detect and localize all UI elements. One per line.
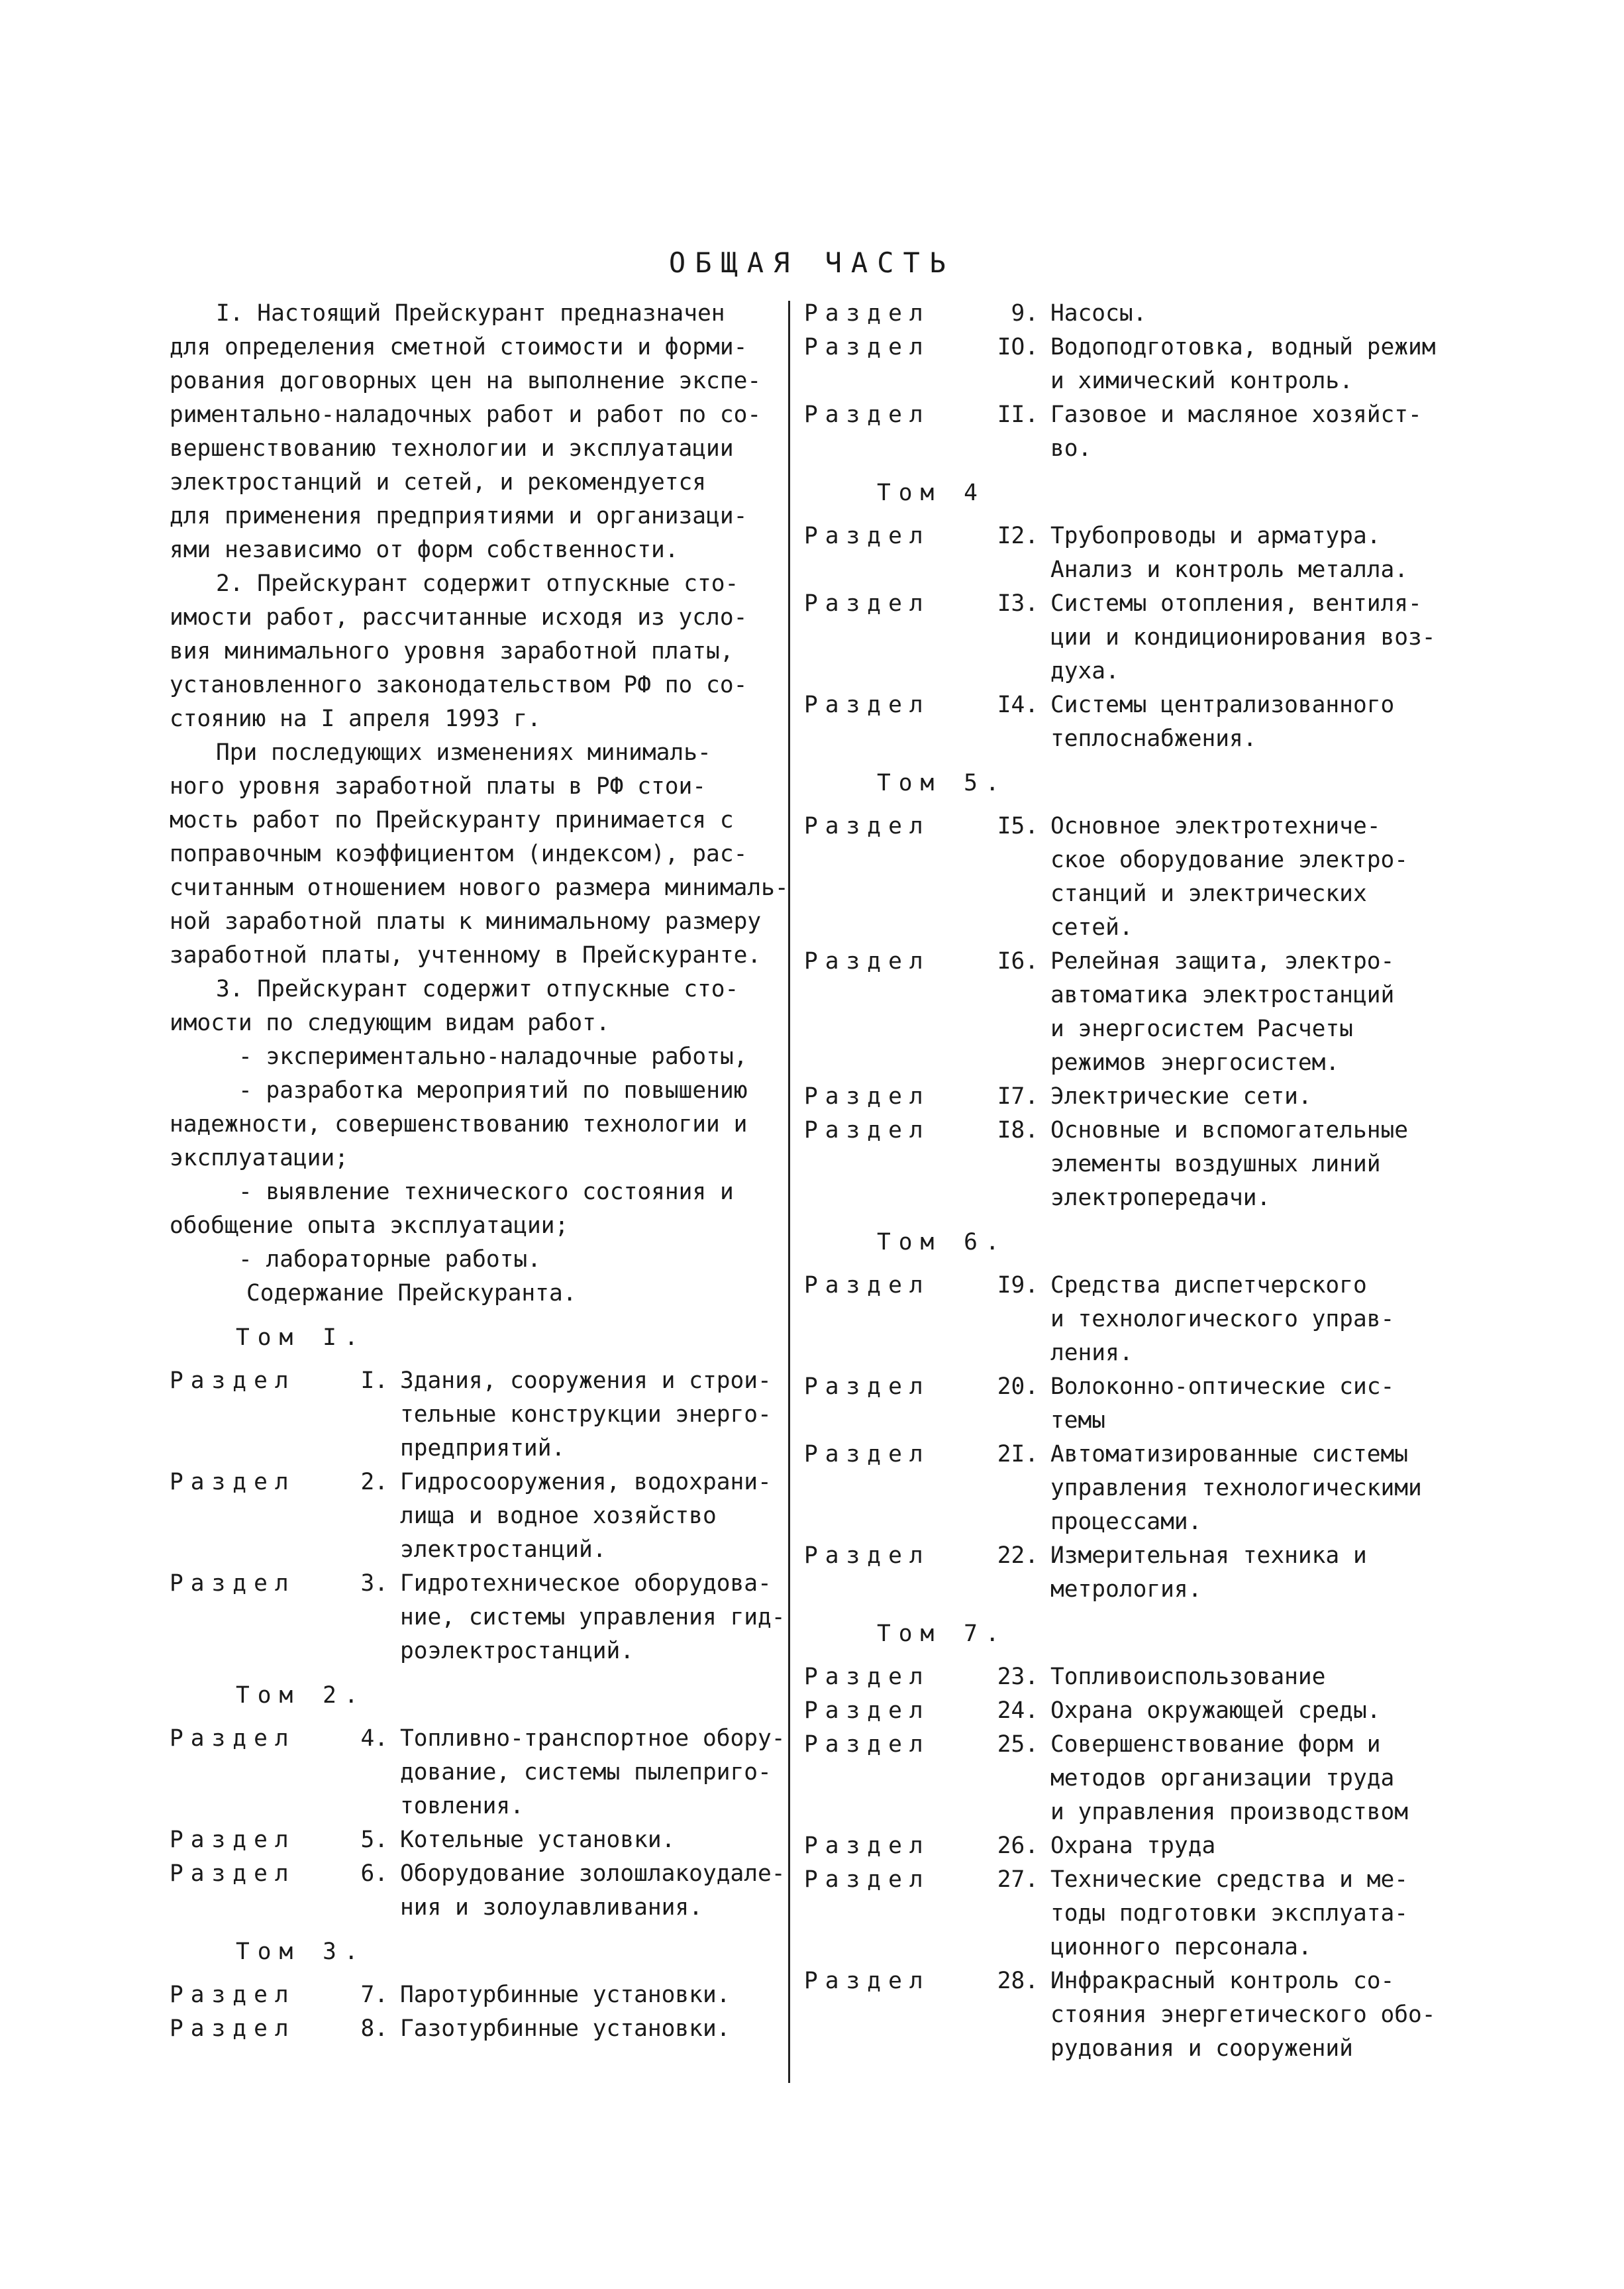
text-line: рования договорных цен на выполнение экспе- (170, 368, 762, 394)
section-label: Раздел (804, 1968, 931, 1994)
section-title (1050, 1539, 1466, 1607)
text-line: ния и золоулавливания. (400, 1894, 703, 1921)
section-entry (804, 945, 1466, 1080)
section-entry (804, 519, 1466, 587)
text-line: установленного законодательством РФ по со- (170, 672, 748, 698)
column-divider (788, 301, 790, 2083)
section-label: Раздел (804, 1664, 931, 1690)
text-line: Топливоиспользование (1050, 1664, 1326, 1690)
text-line: дование, системы пылеприго- (400, 1759, 772, 1785)
text-line: Гидросооружения, водохрани- (400, 1469, 772, 1495)
section-number: 20. (997, 1373, 1039, 1400)
volume-heading: Том 2. (236, 1682, 366, 1709)
text-line: Охрана труда (1050, 1833, 1216, 1859)
text-line: Водоподготовка, водный режим (1050, 334, 1436, 360)
text-line: ями независимо от форм собственности. (170, 537, 679, 563)
section-title (1050, 1829, 1466, 1863)
section-number: 23. (997, 1664, 1039, 1690)
section-label: Раздел (804, 1833, 931, 1859)
section-entry (804, 1269, 1466, 1370)
section-number: I6. (997, 948, 1039, 975)
section-entry (804, 1964, 1466, 2066)
left-column (170, 297, 789, 2046)
work-types-list (170, 1040, 786, 1277)
section-title (400, 1567, 786, 1668)
section-label: Раздел (804, 1542, 931, 1569)
text-line: Основные и вспомогательные (1050, 1117, 1409, 1144)
section-entry (804, 1114, 1466, 1215)
paragraph-3 (170, 736, 789, 973)
section-label: Раздел (804, 692, 931, 718)
section-entry (804, 1694, 1466, 1728)
text-line: Охрана окружающей среды. (1050, 1697, 1381, 1724)
text-line: Газовое и масляное хозяйст- (1050, 401, 1422, 428)
volume-heading: Том 6. (877, 1229, 1007, 1255)
text-line: метрология. (1050, 1576, 1202, 1603)
section-entry (804, 1438, 1466, 1539)
text-line: сетей. (1050, 914, 1133, 941)
right-column (804, 297, 1466, 2066)
section-title (1050, 1370, 1466, 1438)
section-entry (804, 297, 1466, 331)
section-label: Раздел (170, 2015, 296, 2042)
section-number: 8. (360, 2015, 388, 2042)
volume-heading: Том I. (236, 1324, 366, 1351)
text-line: ции и кондиционирования воз- (1050, 624, 1436, 651)
section-number: I2. (997, 523, 1039, 549)
section-number: 4. (360, 1725, 388, 1752)
text-line: предприятий. (400, 1435, 566, 1462)
text-line: Автоматизированные системы (1050, 1441, 1409, 1467)
text-line: тоды подготовки эксплуата- (1050, 1900, 1409, 1927)
section-entry (170, 1722, 786, 1823)
section-label: Раздел (170, 1469, 296, 1495)
text-line: Насосы. (1050, 300, 1147, 327)
text-line: ления. (1050, 1340, 1133, 1366)
text-line: Измерительная техника и (1050, 1542, 1367, 1569)
text-line: процессами. (1050, 1509, 1202, 1535)
text-line: надежности, совершенствованию технологии и (170, 1111, 748, 1138)
text-line: Газотурбинные установки. (400, 2015, 731, 2042)
text-line: имости работ, рассчитанные исходя из усло- (170, 604, 748, 631)
section-title (1050, 587, 1466, 688)
section-number: 27. (997, 1866, 1039, 1893)
text-line: для определения сметной стоимости и форми- (170, 334, 748, 360)
section-label: Раздел (804, 1441, 931, 1467)
text-line: имости по следующим видам работ. (170, 1010, 610, 1036)
text-line: темы (1050, 1407, 1106, 1434)
section-label: Раздел (804, 948, 931, 975)
volume-heading: Том 7. (877, 1621, 1007, 1647)
section-entry (804, 1370, 1466, 1438)
text-line: мость работ по Прейскуранту принимается с (170, 807, 734, 833)
section-title (1050, 1438, 1466, 1539)
text-line: станций и электрических (1050, 880, 1367, 907)
text-line: риментально-наладочных работ и работ по со- (170, 401, 762, 428)
text-line: Котельные установки. (400, 1827, 676, 1853)
text-line: Средства диспетчерского (1050, 1272, 1367, 1299)
section-label: Раздел (804, 300, 931, 327)
section-number: 25. (997, 1731, 1039, 1758)
section-label: Раздел (170, 1367, 296, 1394)
section-label: Раздел (804, 1697, 931, 1724)
section-title (400, 1364, 786, 1465)
section-title (1050, 331, 1466, 398)
text-line: электропередачи. (1050, 1185, 1271, 1211)
section-label: Раздел (804, 523, 931, 549)
section-number: IO. (997, 334, 1039, 360)
section-number: 26. (997, 1833, 1039, 1859)
text-line: обобщение опыта эксплуатации; (170, 1212, 569, 1239)
text-line: Основное электротехниче- (1050, 813, 1381, 839)
section-number: I5. (997, 813, 1039, 839)
section-title (1050, 810, 1466, 945)
section-entry (804, 1863, 1466, 1964)
text-line: стоянию на I апреля 1993 г. (170, 706, 541, 732)
toc-left (170, 1321, 786, 2046)
text-line: лища и водное хозяйство (400, 1503, 717, 1529)
section-number: I. (360, 1367, 388, 1394)
section-title (400, 1465, 786, 1567)
section-number: I4. (997, 692, 1039, 718)
text-line: Волоконно-оптические сис- (1050, 1373, 1395, 1400)
section-entry (804, 810, 1466, 945)
text-line: и технологического управ- (1050, 1306, 1395, 1332)
text-line: - лабораторные работы. (238, 1246, 541, 1273)
section-title (1050, 1863, 1466, 1964)
section-number: 2. (360, 1469, 388, 1495)
text-line: вершенствованию технологии и эксплуатации (170, 435, 734, 462)
section-label: Раздел (804, 590, 931, 617)
text-line: заработной платы, учтенному в Прейскуранте. (170, 942, 762, 969)
text-line: 3. Прейскурант содержит отпускные сто- (216, 976, 739, 1002)
section-number: 5. (360, 1827, 388, 1853)
section-number: 22. (997, 1542, 1039, 1569)
text-line: - выявление технического состояния и (238, 1179, 734, 1205)
section-title (1050, 688, 1466, 756)
text-line: Релейная защита, электро- (1050, 948, 1395, 975)
text-line: и энергосистем Расчеты (1050, 1016, 1353, 1042)
text-line: - экспериментально-наладочные работы, (238, 1043, 748, 1070)
text-line: рудования и сооружений (1050, 2035, 1353, 2062)
section-title (1050, 1080, 1466, 1114)
section-entry (804, 1080, 1466, 1114)
paragraph-2 (170, 567, 786, 736)
text-line: ного уровня заработной платы в РФ стои- (170, 773, 707, 800)
text-line: роэлектростанций. (400, 1638, 634, 1664)
section-label: Раздел (170, 1982, 296, 2008)
section-title (1050, 1660, 1466, 1694)
text-line: ционного персонала. (1050, 1934, 1312, 1960)
text-line: режимов энергосистем. (1050, 1049, 1340, 1076)
text-line: духа. (1050, 658, 1119, 684)
text-line: I. Настоящий Прейскурант предназначен (216, 300, 725, 327)
section-label: Раздел (804, 1083, 931, 1110)
text-line: Электрические сети. (1050, 1083, 1312, 1110)
text-line: тельные конструкции энерго- (400, 1401, 772, 1428)
section-label: Раздел (804, 334, 931, 360)
text-line: электростанций и сетей, и рекомендуется (170, 469, 707, 496)
section-number: I7. (997, 1083, 1039, 1110)
text-line: Технические средства и ме- (1050, 1866, 1409, 1893)
section-label: Раздел (804, 1272, 931, 1299)
section-entry (170, 1857, 786, 1925)
text-line: ние, системы управления гид- (400, 1604, 786, 1630)
text-line: товления. (400, 1793, 524, 1819)
section-label: Раздел (170, 1827, 296, 1853)
section-title (1050, 519, 1466, 587)
section-title (400, 1823, 786, 1857)
text-line: Гидротехническое оборудова- (400, 1570, 772, 1597)
section-title (1050, 1728, 1466, 1829)
section-entry (170, 1823, 786, 1857)
paragraph-1 (170, 297, 786, 567)
volume-heading: Том 3. (236, 1939, 366, 1965)
section-title (1050, 945, 1466, 1080)
text-line: вия минимального уровня заработной платы, (170, 638, 734, 665)
section-number: 2I. (997, 1441, 1039, 1467)
text-line: При последующих изменениях минималь- (216, 739, 711, 766)
section-number: 6. (360, 1860, 388, 1887)
section-entry (804, 587, 1466, 688)
section-number: I8. (997, 1117, 1039, 1144)
text-line: Анализ и контроль металла. (1050, 557, 1409, 583)
section-label: Раздел (804, 401, 931, 428)
text-line: стояния энергетического обо- (1050, 2001, 1436, 2028)
section-entry (804, 1660, 1466, 1694)
text-line: во. (1050, 435, 1092, 462)
text-line: и управления производством (1050, 1799, 1409, 1825)
toc-right (804, 297, 1466, 2066)
section-entry (804, 1728, 1466, 1829)
section-entry (170, 1364, 786, 1465)
text-line: Системы отопления, вентиля- (1050, 590, 1422, 617)
section-number: 28. (997, 1968, 1039, 1994)
text-line: 2. Прейскурант содержит отпускные сто- (216, 570, 739, 597)
section-title (400, 2012, 786, 2046)
section-title (1050, 398, 1466, 466)
text-line: элементы воздушных линий (1050, 1151, 1381, 1177)
text-line: и химический контроль. (1050, 368, 1353, 394)
section-title (1050, 1694, 1466, 1728)
contents-title: Содержание Прейскуранта. (246, 1280, 577, 1306)
section-entry (804, 1539, 1466, 1607)
section-label: Раздел (804, 813, 931, 839)
text-line: поправочным коэффициентом (индексом), рас- (170, 841, 748, 867)
volume-heading: Том 4 (877, 480, 986, 506)
paragraph-4 (170, 973, 786, 1040)
section-number: I9. (997, 1272, 1039, 1299)
section-entry (170, 1978, 786, 2012)
section-entry (170, 2012, 786, 2046)
text-line: Трубопроводы и арматура. (1050, 523, 1381, 549)
section-label: Раздел (170, 1860, 296, 1887)
text-line: электростанций. (400, 1536, 607, 1563)
section-number: 7. (360, 1982, 388, 2008)
section-entry (170, 1567, 786, 1668)
section-number: 9. (1011, 300, 1039, 327)
section-label: Раздел (170, 1725, 296, 1752)
section-number: II. (997, 401, 1039, 428)
section-label: Раздел (804, 1117, 931, 1144)
section-title (1050, 1114, 1466, 1215)
section-number: I3. (997, 590, 1039, 617)
text-line: методов организации труда (1050, 1765, 1395, 1791)
section-title (1050, 1269, 1466, 1370)
text-line: Паротурбинные установки. (400, 1982, 731, 2008)
section-title (400, 1978, 786, 2012)
section-title (1050, 1964, 1466, 2066)
text-line: управления технологическими (1050, 1475, 1422, 1501)
section-entry (804, 331, 1466, 398)
section-label: Раздел (170, 1570, 296, 1597)
text-line: Системы централизованного (1050, 692, 1395, 718)
section-number: 24. (997, 1697, 1039, 1724)
section-number: 3. (360, 1570, 388, 1597)
text-line: - разработка мероприятий по повышению (238, 1077, 748, 1104)
text-line: считанным отношением нового размера минималь- (170, 875, 789, 901)
page-title: ОБЩАЯ ЧАСТЬ (668, 246, 956, 279)
text-line: теплоснабжения. (1050, 725, 1257, 752)
text-line: Инфракрасный контроль со- (1050, 1968, 1395, 1994)
section-title (1050, 297, 1466, 331)
text-line: Оборудование золошлакоудале- (400, 1860, 786, 1887)
text-line: Совершенствование форм и (1050, 1731, 1381, 1758)
section-label: Раздел (804, 1731, 931, 1758)
volume-heading: Том 5. (877, 770, 1007, 796)
section-entry (804, 398, 1466, 466)
text-line: ское оборудование электро- (1050, 847, 1409, 873)
text-line: Топливно-транспортное обору- (400, 1725, 786, 1752)
section-label: Раздел (804, 1866, 931, 1893)
text-line: эксплуатации; (170, 1145, 349, 1171)
section-title (400, 1857, 786, 1925)
text-line: автоматика электростанций (1050, 982, 1395, 1008)
section-label: Раздел (804, 1373, 931, 1400)
section-entry (804, 688, 1466, 756)
section-title (400, 1722, 786, 1823)
text-line: ной заработной платы к минимальному размеру (170, 908, 762, 935)
section-entry (170, 1465, 786, 1567)
text-line: Здания, сооружения и строи- (400, 1367, 772, 1394)
section-entry (804, 1829, 1466, 1863)
text-line: для применения предприятиями и организаци- (170, 503, 748, 529)
